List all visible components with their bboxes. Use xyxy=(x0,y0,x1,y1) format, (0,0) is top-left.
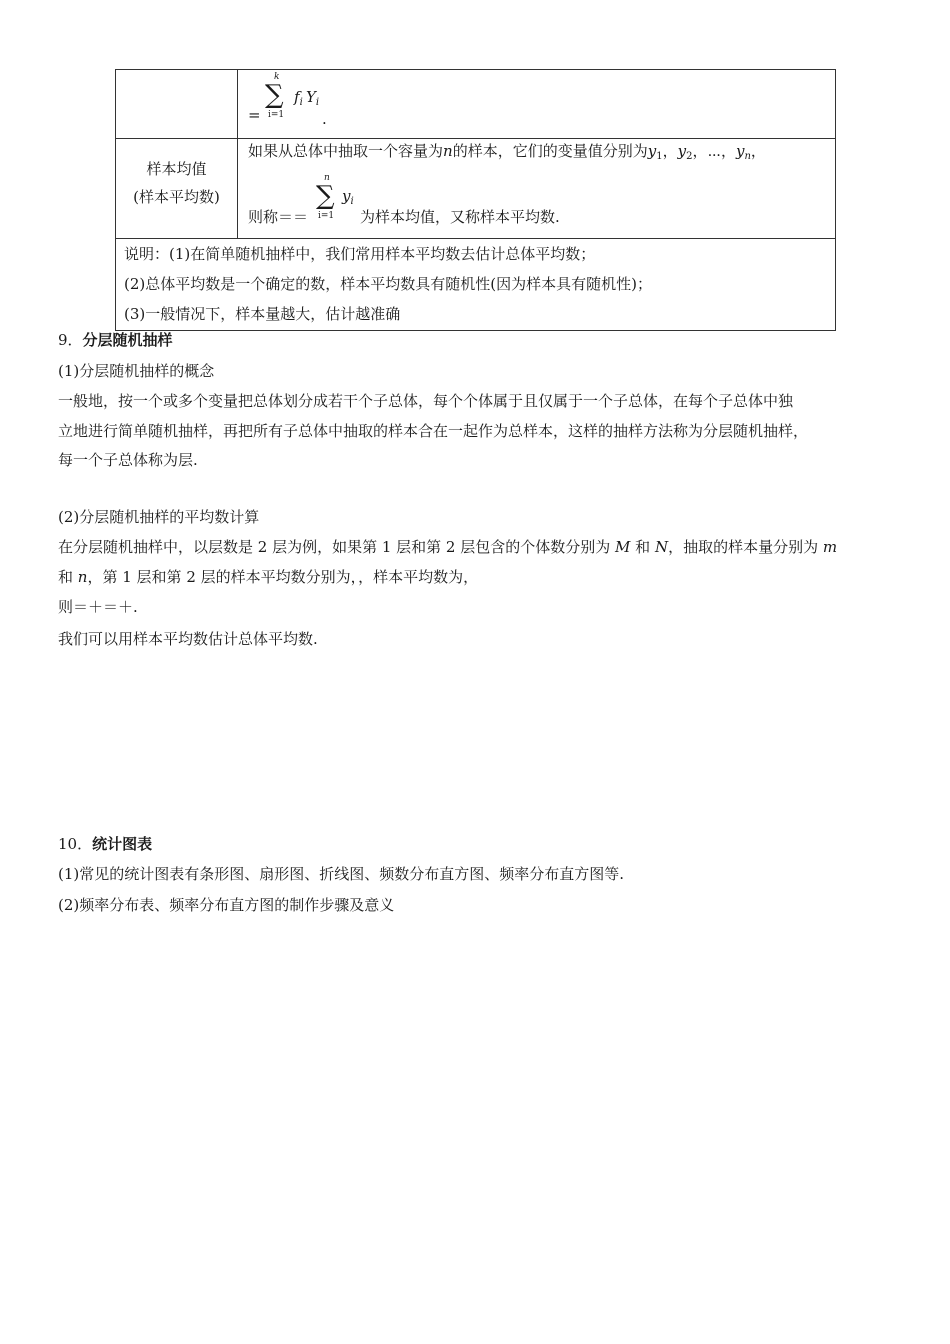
section-9-paragraph-2-line-1: 在分层随机抽样中，以层数是 2 层为例，如果第 1 层和第 2 层包含的个体数分别为 M 和 N，抽取的样本量分别为 m xyxy=(58,538,838,556)
sum-term-y: $y_i$ xyxy=(342,187,354,207)
note-line-3: (3)一般情况下，样本量越大，估计越准确 xyxy=(124,305,401,323)
section-9-paragraph-1-line-3: 每一个子总体称为层. xyxy=(58,451,198,469)
note-line-1: 说明：(1)在简单随机抽样中，我们常用样本平均数去估计总体平均数； xyxy=(124,245,596,263)
sum-lower-limit: i=1 xyxy=(318,211,335,221)
sum-upper-limit: k xyxy=(274,72,280,82)
section-9-conclusion: 我们可以用样本平均数估计总体平均数. xyxy=(58,630,318,648)
section-10-line-1: (1)常见的统计图表有条形图、扇形图、折线图、频数分布直方图、频率分布直方图等. xyxy=(58,865,625,883)
called-tail: 为样本均值，又称样本平均数. xyxy=(360,208,560,226)
section-10-line-2: (2)频率分布表、频率分布直方图的制作步骤及意义 xyxy=(58,896,395,914)
equals-sign: = xyxy=(248,106,261,124)
term-Y: $Y_i$ xyxy=(306,88,320,108)
note-line-2: (2)总体平均数是一个确定的数，样本平均数具有随机性(因为样本具有随机性)； xyxy=(124,275,652,293)
table-cell-definition xyxy=(238,139,836,239)
sigma-symbol: ∑ xyxy=(265,80,284,110)
called-text: 则称＝＝ xyxy=(248,208,309,226)
label-sample-average: (样本平均数) xyxy=(133,188,220,206)
section-9-subheading-2: (2)分层随机抽样的平均数计算 xyxy=(58,508,260,526)
table-cell-label xyxy=(116,139,238,239)
section-9-paragraph-2-line-2: 和 n，第 1 层和第 2 层的样本平均数分别为，，样本平均数为， xyxy=(58,568,479,586)
table-cell-notes xyxy=(116,239,836,331)
section-9-paragraph-1-line-2: 立地进行简单随机抽样，再把所有子总体中抽取的样本合在一起作为总样本，这样的抽样方法称为分层随机抽样， xyxy=(58,422,809,440)
section-9-formula: 则＝＋＝＋. xyxy=(58,598,138,616)
definition-line: 如果从总体中抽取一个容量为n的样本，它们的变量值分别为$y_1$，$y_2$，⋯，$y_n$， xyxy=(248,142,766,162)
table-cell-formula xyxy=(238,70,836,139)
statistics-table xyxy=(115,69,836,331)
period: . xyxy=(322,110,327,128)
sigma-symbol: ∑ xyxy=(316,181,335,211)
sum-lower-limit: i=1 xyxy=(268,110,285,120)
section-9-subheading-1: (1)分层随机抽样的概念 xyxy=(58,362,215,380)
sum-upper-limit: n xyxy=(324,173,330,183)
section-10-heading: 10．统计图表 xyxy=(58,835,153,853)
section-9-heading: 9．分层随机抽样 xyxy=(58,331,173,349)
label-sample-mean: 样本均值 xyxy=(146,160,207,178)
table-cell-empty xyxy=(116,70,238,139)
section-9-paragraph-1-line-1: 一般地，按一个或多个变量把总体划分成若干个子总体，每个个体属于且仅属于一个子总体，在每个子总体中独 xyxy=(58,392,794,410)
term-f: $f_i$ xyxy=(294,88,303,108)
